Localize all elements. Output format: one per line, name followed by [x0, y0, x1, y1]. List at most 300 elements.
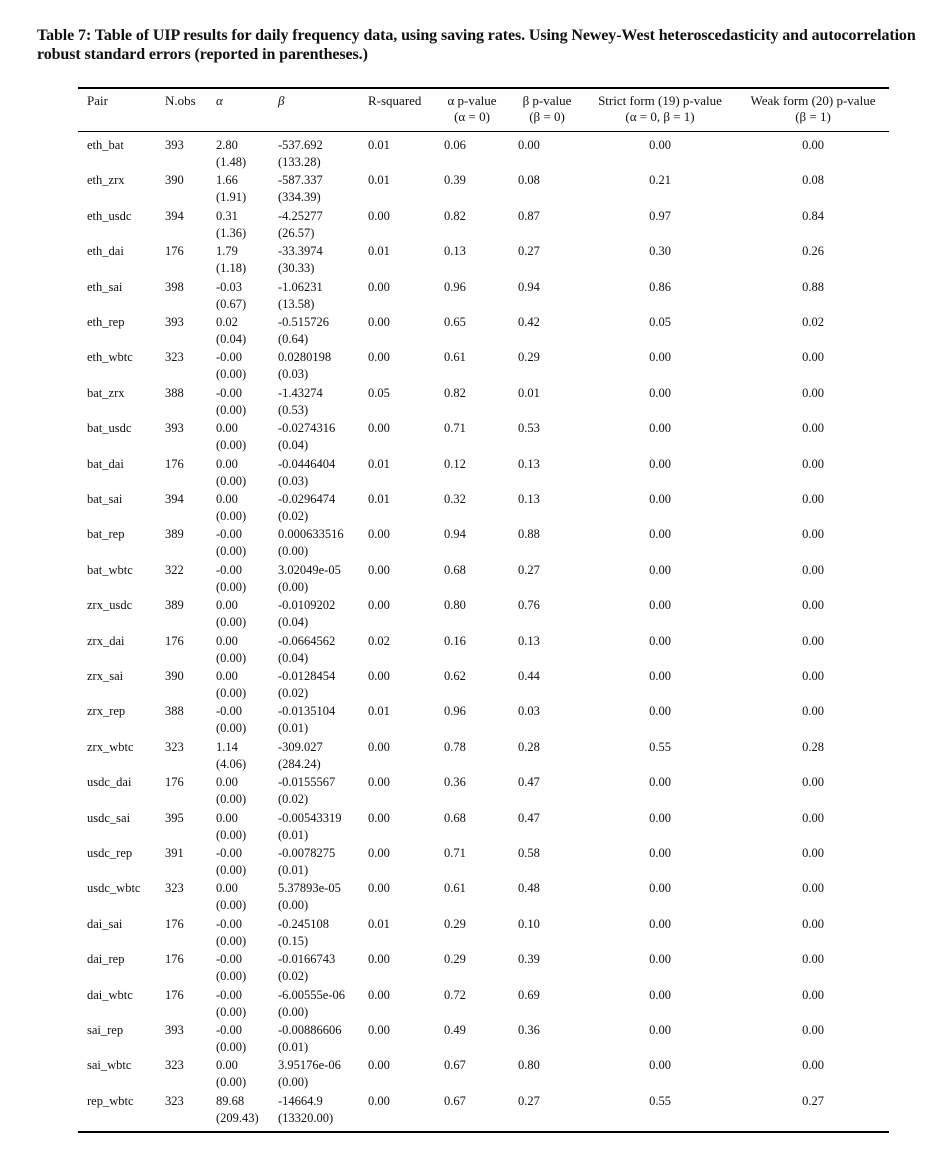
cell-strict-pvalue-value: 0.30: [649, 244, 671, 259]
cell-pair-value: zrx_dai: [87, 633, 125, 648]
cell-r-squared-value: 0.00: [368, 881, 390, 896]
cell-strict-pvalue: [586, 845, 734, 862]
cell-beta-value: -537.692: [278, 138, 323, 152]
cell-r-squared: [368, 526, 390, 543]
header-strict-form: [586, 93, 734, 125]
cell-r-squared: [368, 880, 390, 897]
cell-alpha-value: -0.00: [216, 846, 243, 860]
table-row: [0, 703, 938, 739]
cell-strict-pvalue-value: 0.00: [649, 810, 671, 825]
cell-pair: [87, 951, 124, 968]
cell-r-squared-value: 0.00: [368, 987, 390, 1002]
cell-pair: [87, 1093, 134, 1110]
cell-r-squared-value: 0.02: [368, 633, 390, 648]
cell-r-squared: [368, 987, 390, 1004]
cell-strict-pvalue-value: 0.00: [649, 527, 671, 542]
cell-alpha-pvalue: [444, 562, 466, 579]
cell-weak-pvalue-value: 0.28: [802, 739, 824, 754]
cell-beta-pvalue: [518, 633, 540, 650]
cell-beta-std-error: (0.04): [278, 615, 309, 630]
cell-pair-value: bat_zrx: [87, 385, 125, 400]
cell-weak-pvalue-value: 0.00: [802, 881, 824, 896]
cell-pair-value: zrx_usdc: [87, 598, 133, 613]
cell-beta-pvalue: [518, 1093, 540, 1110]
cell-beta-value: 0.0280198: [278, 350, 332, 365]
cell-beta-value: -6.00555e-06: [278, 987, 345, 1002]
header-strict-form-label: Strict form (19) p-value: [598, 93, 722, 108]
cell-strict-pvalue-value: 0.55: [649, 1093, 671, 1108]
cell-r-squared-value: 0.00: [368, 279, 390, 294]
cell-alpha-pvalue: [444, 243, 466, 260]
cell-beta-std-error: (0.01): [278, 1040, 309, 1054]
cell-beta-pvalue-value: 0.29: [518, 350, 540, 365]
cell-beta-value: -0.0274316: [278, 421, 336, 436]
cell-nobs: [165, 916, 184, 933]
cell-alpha-value: 0.00: [216, 1058, 238, 1073]
cell-weak-pvalue: [738, 810, 888, 827]
cell-alpha: [216, 1057, 246, 1091]
cell-nobs-value: 176: [165, 952, 184, 967]
cell-alpha-value: -0.00: [216, 1023, 243, 1037]
table-row: [0, 420, 938, 456]
cell-weak-pvalue: [738, 668, 888, 685]
cell-beta: [278, 739, 323, 773]
header-alpha-pvalue: [438, 93, 506, 125]
cell-beta: [278, 845, 335, 879]
cell-alpha-pvalue-value: 0.72: [444, 987, 466, 1002]
header-alpha: α: [216, 93, 223, 108]
cell-weak-pvalue: [738, 491, 888, 508]
table-row: [0, 526, 938, 562]
table-row: [0, 279, 938, 315]
cell-r-squared: [368, 703, 390, 720]
cell-alpha-pvalue: [444, 385, 466, 402]
cell-alpha-value: 1.14: [216, 739, 238, 754]
cell-pair: [87, 208, 131, 225]
cell-weak-pvalue: [738, 880, 888, 897]
cell-alpha-pvalue-value: 0.62: [444, 669, 466, 683]
cell-alpha-pvalue-value: 0.68: [444, 562, 466, 577]
cell-beta-pvalue: [518, 385, 540, 402]
cell-beta-std-error: (0.03): [278, 473, 309, 488]
cell-beta-pvalue: [518, 951, 540, 968]
cell-alpha-std-error: (0.00): [216, 367, 247, 382]
cell-alpha-pvalue: [444, 916, 466, 933]
table-row: [0, 597, 938, 633]
cell-r-squared-value: 0.00: [368, 598, 390, 613]
cell-strict-pvalue: [586, 420, 734, 437]
cell-alpha-pvalue-value: 0.78: [444, 739, 466, 754]
cell-nobs: [165, 314, 184, 331]
cell-pair-value: eth_rep: [87, 315, 125, 329]
cell-r-squared-value: 0.01: [368, 456, 390, 471]
cell-beta-value: 3.95176e-06: [278, 1058, 341, 1073]
cell-alpha: [216, 987, 246, 1021]
table-row: [0, 668, 938, 704]
cell-nobs: [165, 562, 184, 579]
cell-alpha-pvalue-value: 0.12: [444, 456, 466, 471]
cell-pair-value: dai_rep: [87, 952, 125, 967]
cell-beta: [278, 456, 335, 490]
cell-alpha-pvalue: [444, 137, 466, 154]
cell-pair: [87, 1022, 123, 1039]
cell-beta: [278, 916, 329, 950]
cell-weak-pvalue: [738, 385, 888, 402]
cell-nobs: [165, 1022, 184, 1039]
cell-weak-pvalue: [738, 633, 888, 650]
cell-beta: [278, 1093, 333, 1127]
cell-alpha-pvalue-value: 0.67: [444, 1093, 466, 1108]
cell-weak-pvalue-value: 0.84: [802, 208, 824, 223]
cell-pair-value: eth_sai: [87, 279, 123, 294]
cell-weak-pvalue-value: 0.00: [802, 916, 824, 931]
cell-alpha-value: -0.00: [216, 704, 243, 719]
table-row: [0, 880, 938, 916]
cell-beta-pvalue: [518, 916, 540, 933]
cell-beta-value: -0.0446404: [278, 456, 336, 471]
cell-alpha-pvalue-value: 0.96: [444, 279, 466, 294]
cell-strict-pvalue: [586, 385, 734, 402]
cell-beta-pvalue-value: 0.53: [518, 421, 540, 436]
cell-strict-pvalue: [586, 172, 734, 189]
cell-r-squared: [368, 668, 390, 685]
cell-beta-std-error: (0.15): [278, 933, 309, 948]
cell-strict-pvalue: [586, 880, 734, 897]
cell-alpha-pvalue: [444, 668, 466, 685]
cell-nobs: [165, 845, 184, 862]
cell-nobs: [165, 1093, 184, 1110]
cell-beta-value: -4.25277: [278, 208, 323, 223]
cell-alpha-pvalue-value: 0.80: [444, 598, 466, 613]
cell-pair: [87, 1057, 131, 1074]
cell-weak-pvalue: [738, 208, 888, 225]
cell-alpha-std-error: (1.36): [216, 225, 247, 240]
table-row: [0, 1022, 938, 1058]
cell-beta-std-error: (0.02): [278, 969, 309, 984]
cell-nobs-value: 176: [165, 775, 184, 790]
cell-beta-pvalue-value: 0.13: [518, 633, 540, 648]
cell-strict-pvalue-value: 0.00: [649, 350, 671, 365]
cell-alpha: [216, 526, 246, 560]
table-row: [0, 314, 938, 350]
cell-alpha-value: 0.00: [216, 421, 238, 436]
cell-nobs: [165, 880, 184, 897]
cell-alpha: [216, 703, 246, 737]
cell-alpha-pvalue: [444, 526, 466, 543]
header-strict-form-sub: (α = 0, β = 1): [625, 109, 695, 124]
cell-alpha-value: -0.00: [216, 350, 243, 365]
cell-nobs-value: 176: [165, 244, 184, 259]
cell-alpha-value: 0.00: [216, 456, 238, 471]
table-row: [0, 1057, 938, 1093]
cell-beta-pvalue: [518, 137, 540, 154]
cell-beta: [278, 597, 335, 631]
cell-alpha-pvalue-value: 0.61: [444, 881, 466, 896]
cell-beta-pvalue-value: 0.58: [518, 846, 540, 860]
cell-alpha-value: 0.02: [216, 315, 238, 329]
cell-weak-pvalue-value: 0.00: [802, 1058, 824, 1073]
cell-strict-pvalue: [586, 774, 734, 791]
cell-alpha-pvalue-value: 0.82: [444, 208, 466, 223]
cell-alpha-pvalue-value: 0.29: [444, 916, 466, 931]
header-beta-pvalue-label: β p-value: [522, 93, 572, 108]
cell-pair-value: bat_sai: [87, 492, 123, 506]
cell-alpha-value: -0.00: [216, 987, 243, 1002]
cell-weak-pvalue-value: 0.00: [802, 456, 824, 471]
cell-alpha-value: -0.00: [216, 952, 243, 967]
cell-beta-pvalue: [518, 1022, 540, 1039]
table-row: [0, 633, 938, 669]
cell-nobs: [165, 172, 184, 189]
cell-r-squared: [368, 1057, 390, 1074]
cell-beta-std-error: (284.24): [278, 756, 321, 771]
cell-r-squared: [368, 562, 390, 579]
cell-nobs: [165, 385, 184, 402]
cell-strict-pvalue: [586, 243, 734, 260]
cell-nobs: [165, 668, 184, 685]
cell-beta: [278, 1057, 341, 1091]
cell-alpha-value: 0.00: [216, 669, 238, 683]
cell-alpha-pvalue: [444, 951, 466, 968]
cell-r-squared: [368, 633, 390, 650]
cell-alpha-pvalue: [444, 349, 466, 366]
cell-weak-pvalue: [738, 916, 888, 933]
cell-beta: [278, 1022, 342, 1056]
cell-alpha-pvalue: [444, 703, 466, 720]
cell-r-squared: [368, 349, 390, 366]
table-row: [0, 491, 938, 527]
cell-weak-pvalue-value: 0.00: [802, 669, 824, 683]
cell-alpha-value: 2.80: [216, 138, 238, 152]
cell-beta-pvalue-value: 0.03: [518, 704, 540, 719]
cell-pair: [87, 668, 123, 685]
cell-alpha-std-error: (0.00): [216, 1004, 247, 1019]
cell-alpha-pvalue-value: 0.71: [444, 421, 466, 436]
cell-r-squared: [368, 491, 390, 508]
cell-r-squared-value: 0.01: [368, 138, 390, 152]
cell-beta: [278, 349, 331, 383]
cell-beta-std-error: (13.58): [278, 296, 315, 311]
cell-weak-pvalue: [738, 314, 888, 331]
cell-strict-pvalue-value: 0.00: [649, 1023, 671, 1037]
cell-alpha-pvalue-value: 0.61: [444, 350, 466, 365]
cell-beta-std-error: (0.03): [278, 367, 309, 382]
cell-r-squared: [368, 774, 390, 791]
cell-r-squared-value: 0.00: [368, 952, 390, 967]
cell-beta-std-error: (13320.00): [278, 1110, 334, 1125]
cell-beta-value: 5.37893e-05: [278, 881, 341, 896]
cell-nobs-value: 394: [165, 492, 184, 506]
cell-alpha-value: 0.00: [216, 775, 238, 790]
cell-beta-pvalue-value: 0.13: [518, 492, 540, 506]
cell-strict-pvalue-value: 0.00: [649, 987, 671, 1002]
cell-strict-pvalue-value: 0.00: [649, 1058, 671, 1073]
cell-strict-pvalue: [586, 739, 734, 756]
cell-strict-pvalue-value: 0.00: [649, 456, 671, 471]
cell-nobs: [165, 739, 184, 756]
cell-beta-pvalue: [518, 208, 540, 225]
cell-alpha-pvalue: [444, 845, 466, 862]
cell-pair: [87, 420, 131, 437]
cell-nobs-value: 323: [165, 881, 184, 896]
cell-alpha: [216, 385, 246, 419]
cell-alpha-std-error: (0.00): [216, 650, 247, 665]
cell-alpha-std-error: (0.00): [216, 438, 247, 453]
cell-nobs: [165, 279, 184, 296]
cell-beta: [278, 987, 345, 1021]
cell-r-squared-value: 0.01: [368, 916, 390, 931]
cell-r-squared-value: 0.00: [368, 208, 390, 223]
cell-alpha-std-error: (0.00): [216, 1075, 247, 1090]
cell-r-squared-value: 0.00: [368, 421, 390, 436]
cell-alpha: [216, 314, 246, 348]
cell-beta: [278, 951, 335, 985]
cell-beta-pvalue-value: 0.76: [518, 598, 540, 613]
cell-alpha-pvalue: [444, 987, 466, 1004]
cell-beta-pvalue: [518, 420, 540, 437]
cell-weak-pvalue: [738, 420, 888, 437]
table-row: [0, 987, 938, 1023]
cell-alpha: [216, 208, 246, 242]
cell-pair: [87, 456, 124, 473]
cell-alpha-pvalue-value: 0.65: [444, 315, 466, 329]
cell-alpha: [216, 491, 246, 525]
cell-r-squared: [368, 420, 390, 437]
cell-alpha: [216, 172, 246, 206]
cell-strict-pvalue: [586, 349, 734, 366]
cell-alpha-std-error: (0.00): [216, 969, 247, 984]
cell-alpha-std-error: (0.00): [216, 579, 247, 594]
cell-weak-pvalue: [738, 845, 888, 862]
header-beta-pvalue-sub: (β = 0): [529, 109, 565, 124]
cell-nobs-value: 393: [165, 315, 184, 329]
cell-beta-pvalue-value: 0.01: [518, 385, 540, 400]
cell-nobs: [165, 526, 184, 543]
cell-pair-value: eth_dai: [87, 244, 124, 259]
cell-r-squared-value: 0.00: [368, 1023, 390, 1037]
cell-nobs-value: 391: [165, 846, 184, 860]
cell-nobs: [165, 208, 184, 225]
cell-pair-value: zrx_sai: [87, 669, 124, 683]
cell-pair: [87, 633, 124, 650]
cell-strict-pvalue-value: 0.00: [649, 952, 671, 967]
cell-strict-pvalue: [586, 208, 734, 225]
cell-alpha-std-error: (0.00): [216, 827, 247, 842]
cell-weak-pvalue: [738, 279, 888, 296]
cell-r-squared-value: 0.01: [368, 244, 390, 259]
cell-alpha-pvalue: [444, 420, 466, 437]
cell-beta-pvalue-value: 0.08: [518, 173, 540, 188]
cell-pair-value: sai_rep: [87, 1023, 124, 1037]
cell-strict-pvalue: [586, 1093, 734, 1110]
cell-alpha-pvalue: [444, 1057, 466, 1074]
cell-beta: [278, 703, 335, 737]
cell-alpha: [216, 739, 246, 773]
cell-beta-value: -0.00543319: [278, 810, 342, 825]
cell-alpha-value: -0.03: [216, 279, 243, 294]
table-row: [0, 349, 938, 385]
cell-r-squared: [368, 739, 390, 756]
cell-alpha: [216, 916, 246, 950]
cell-alpha-pvalue-value: 0.49: [444, 1023, 466, 1037]
cell-nobs: [165, 951, 184, 968]
cell-strict-pvalue: [586, 916, 734, 933]
cell-r-squared: [368, 951, 390, 968]
cell-alpha-pvalue-value: 0.67: [444, 1058, 466, 1073]
cell-nobs: [165, 597, 184, 614]
cell-alpha: [216, 633, 246, 667]
cell-nobs-value: 323: [165, 739, 184, 754]
cell-r-squared-value: 0.00: [368, 669, 390, 683]
cell-nobs: [165, 491, 184, 508]
cell-strict-pvalue: [586, 491, 734, 508]
cell-beta-value: -309.027: [278, 739, 323, 754]
cell-weak-pvalue: [738, 456, 888, 473]
cell-r-squared-value: 0.00: [368, 315, 390, 329]
cell-beta-pvalue: [518, 279, 540, 296]
cell-beta-pvalue: [518, 987, 540, 1004]
cell-pair: [87, 562, 133, 579]
cell-beta-value: -0.0135104: [278, 704, 336, 719]
table-caption: Table 7: Table of UIP results for daily frequency data, using saving rates. Using Newey-West heteroscedasticity and autocorrelation robust standard errors (reported in parentheses.): [37, 27, 916, 63]
cell-weak-pvalue: [738, 137, 888, 154]
cell-r-squared-value: 0.01: [368, 492, 390, 506]
cell-r-squared-value: 0.00: [368, 562, 390, 577]
cell-pair-value: dai_wbtc: [87, 987, 133, 1002]
cell-beta-pvalue-value: 0.47: [518, 810, 540, 825]
cell-strict-pvalue-value: 0.00: [649, 669, 671, 683]
cell-strict-pvalue-value: 0.00: [649, 881, 671, 896]
cell-strict-pvalue: [586, 562, 734, 579]
cell-strict-pvalue-value: 0.00: [649, 916, 671, 931]
cell-weak-pvalue-value: 0.00: [802, 810, 824, 825]
cell-nobs-value: 323: [165, 1093, 184, 1108]
cell-beta-std-error: (0.01): [278, 721, 309, 736]
cell-r-squared: [368, 208, 390, 225]
cell-alpha: [216, 456, 246, 490]
cell-alpha-std-error: (0.00): [216, 933, 247, 948]
header-alpha-pvalue-sub: (α = 0): [454, 109, 490, 124]
cell-alpha: [216, 1093, 259, 1127]
cell-beta-pvalue-value: 0.80: [518, 1058, 540, 1073]
table-row: [0, 208, 938, 244]
header-weak-form: [738, 93, 888, 125]
cell-alpha-value: 0.00: [216, 598, 238, 613]
cell-pair-value: bat_wbtc: [87, 562, 133, 577]
cell-pair: [87, 385, 124, 402]
cell-nobs-value: 176: [165, 987, 184, 1002]
cell-beta-pvalue: [518, 774, 540, 791]
header-weak-form-sub: (β = 1): [795, 109, 831, 124]
cell-weak-pvalue-value: 0.00: [802, 987, 824, 1002]
cell-beta-pvalue-value: 0.13: [518, 456, 540, 471]
cell-r-squared: [368, 810, 390, 827]
cell-strict-pvalue-value: 0.00: [649, 492, 671, 506]
cell-alpha-pvalue-value: 0.32: [444, 492, 466, 506]
cell-beta: [278, 491, 335, 525]
table-row: [0, 456, 938, 492]
cell-nobs-value: 393: [165, 421, 184, 436]
cell-beta-value: 0.000633516: [278, 527, 344, 542]
cell-beta-pvalue-value: 0.27: [518, 562, 540, 577]
header-beta-pvalue: [513, 93, 581, 125]
cell-strict-pvalue: [586, 987, 734, 1004]
cell-pair-value: bat_dai: [87, 456, 124, 471]
cell-beta: [278, 526, 344, 560]
cell-alpha-pvalue-value: 0.29: [444, 952, 466, 967]
cell-nobs-value: 398: [165, 279, 184, 294]
cell-beta-std-error: (0.04): [278, 650, 309, 665]
